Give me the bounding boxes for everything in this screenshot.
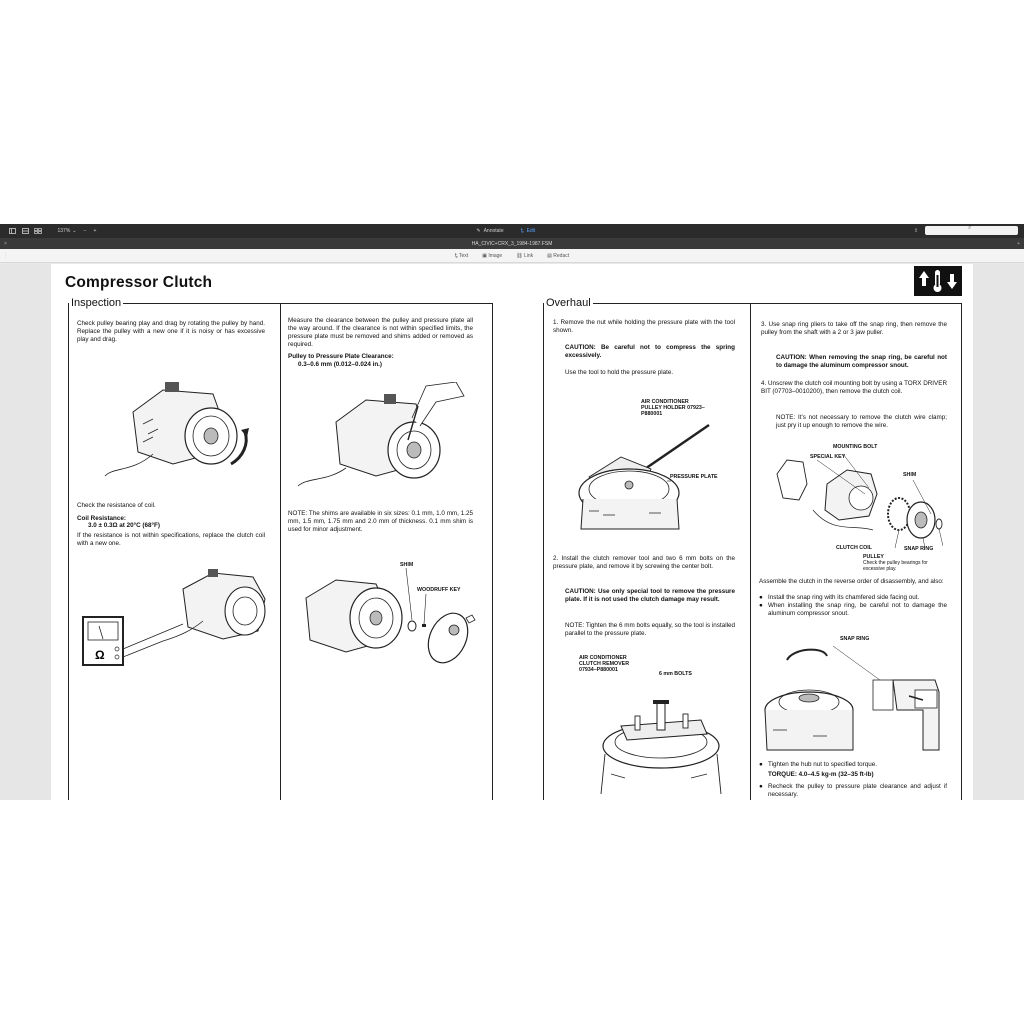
redact-tool-icon: ▤ xyxy=(547,252,552,259)
link-tool-icon: ⛓ xyxy=(516,252,523,259)
shim-sizes-note: NOTE: The shims are available in six sizes: 0.1 mm, 1.0 mm, 1.25 mm, 1.5 mm, 1.75 mm and 2.0 mm of thickness. 0.1 mm shim is used for minor adjustment. xyxy=(288,510,473,534)
feeler-gauge-illustration xyxy=(296,382,466,502)
bolts-callout: 6 mm BOLTS xyxy=(659,671,692,677)
pulley-holder-callout: AIR CONDITIONER PULLEY HOLDER 07923–P880001 xyxy=(641,399,705,418)
clearance-label: Pulley to Pressure Plate Clearance: xyxy=(288,353,394,360)
woodruff-key-callout: WOODRUFF KEY xyxy=(417,587,461,593)
overhaul-frame-right xyxy=(961,303,962,800)
add-image-button[interactable] xyxy=(482,253,502,259)
inspection-paragraph-1: Check pulley bearing play and drag by rotating the pulley by hand. Replace the pulley with a new one if it is noisy or has excessive play and drag. xyxy=(77,320,265,344)
overhaul-column-divider xyxy=(750,304,751,800)
add-text-button[interactable] xyxy=(455,253,468,259)
clutch-remover-callout: AIR CONDITIONER CLUTCH REMOVER 07934–P880001 xyxy=(579,655,630,674)
grid-view-icon[interactable] xyxy=(34,226,42,236)
snap-ring-callout: SNAP RING xyxy=(904,546,934,552)
text-edit-icon: Ꮏ xyxy=(520,228,524,234)
overhaul-step-4: 4. Unscrew the clutch coil mounting bolt by using a TORX DRIVER BIT (07703–0010200), then remove the clutch coil. xyxy=(761,380,947,396)
thumbnail-view-icon[interactable] xyxy=(21,226,29,236)
pdf-viewer-window xyxy=(0,224,1024,800)
search-input[interactable] xyxy=(925,226,1018,235)
pen-icon: ✎ xyxy=(476,228,481,234)
clutch-remover-illustration xyxy=(591,694,731,794)
special-key-callout: SPECIAL KEY xyxy=(810,454,846,460)
overhaul-heading: Overhaul xyxy=(546,297,591,309)
assemble-bullet-marker-2: ● xyxy=(759,602,763,609)
overhaul-step-2: 2. Install the clutch remover tool and two 6 mm bolts on the pressure plate, and remove it by screwing the center bolt. xyxy=(553,555,735,571)
inspection-paragraph-3: If the resistance is not within specifications, replace the clutch coil with a new one. xyxy=(77,532,265,548)
assemble-bullet-marker-4: ● xyxy=(759,783,763,790)
document-canvas[interactable] xyxy=(0,264,1024,800)
overhaul-frame-top xyxy=(543,303,962,304)
annotate-label: Annotate xyxy=(483,228,504,234)
assemble-bullet-marker-3: ● xyxy=(759,761,763,768)
text-tool-icon: Ꮏ xyxy=(454,252,458,259)
image-tool-icon: ▣ xyxy=(482,252,487,259)
svg-text:Ω: Ω xyxy=(95,648,105,662)
pressure-plate-callout: PRESSURE PLATE xyxy=(670,474,718,480)
assemble-bullet-4: Recheck the pulley to pressure plate clearance and adjust if necessary. xyxy=(768,783,947,799)
clutch-coil-callout: CLUTCH COIL xyxy=(836,545,872,551)
assemble-bullet-3: Tighten the hub nut to specified torque. xyxy=(768,761,877,768)
add-link-label: Link xyxy=(523,252,534,259)
add-tab-icon[interactable]: + xyxy=(1017,240,1020,247)
assemble-bullet-1: Install the snap ring with its chamfered side facing out. xyxy=(768,594,920,601)
snap-ring-install-illustration xyxy=(763,640,948,760)
sidebar-toggle-icon[interactable] xyxy=(8,226,16,236)
pulley-callout: PULLEY xyxy=(863,554,884,560)
close-tab-icon[interactable]: × xyxy=(4,240,7,247)
assemble-bullet-2: When installing the snap ring, be careful not to damage the aluminum compressor snout. xyxy=(768,602,947,618)
edit-label: Edit xyxy=(526,228,536,234)
clearance-value: 0.3–0.6 mm (0.012–0.024 in.) xyxy=(298,361,383,368)
share-icon[interactable]: ⇪ xyxy=(913,228,919,234)
zoom-in-button[interactable]: + xyxy=(93,228,97,234)
snap-ring-callout-2: SNAP RING xyxy=(840,636,870,642)
drag-handle-icon[interactable]: ⋮ xyxy=(3,252,8,259)
mounting-bolt-callout: MOUNTING BOLT xyxy=(833,444,878,450)
inspection-paragraph-4: Measure the clearance between the pulley and pressure plate all the way around. If the clearance is not within specified limits, the pressure plate must be removed and shims added or removed as required. xyxy=(288,317,473,349)
overhaul-step-4-note: NOTE: It's not necessary to remove the clutch wire clamp; just pry it up enough to remove the wire. xyxy=(776,414,947,430)
edit-button[interactable] xyxy=(516,226,540,236)
overhaul-step-3-caution: CAUTION: When removing the snap ring, be careful not to damage the aluminum compressor snout. xyxy=(776,354,947,370)
overhaul-frame-left xyxy=(543,303,544,800)
overhaul-step-2-note: NOTE: Tighten the 6 mm bolts equally, so the tool is installed parallel to the pressure plate. xyxy=(565,622,735,638)
edit-toolbar xyxy=(0,249,1024,263)
annotate-button[interactable] xyxy=(472,226,508,236)
add-text-label: Text xyxy=(459,252,469,259)
redact-button[interactable] xyxy=(547,253,569,259)
overhaul-step-1: 1. Remove the nut while holding the pressure plate with the tool shown. xyxy=(553,319,735,335)
overhaul-step-1-caution: CAUTION: Be careful not to compress the spring excessively. xyxy=(565,344,735,360)
overhaul-step-3: 3. Use snap ring pliers to take off the snap ring, then remove the pulley from the shaft with a 2 or 3 jaw puller. xyxy=(761,321,947,337)
add-image-label: Image xyxy=(488,252,503,259)
page-title: Compressor Clutch xyxy=(65,274,213,291)
inspection-frame-right xyxy=(492,303,493,800)
ohmmeter-coil-illustration xyxy=(73,569,273,679)
thermometer-arrows-icon xyxy=(914,266,962,296)
shim-callout-2: SHIM xyxy=(903,472,917,478)
hub-nut-torque: TORQUE: 4.0–4.5 kg-m (32–35 ft-lb) xyxy=(768,771,874,778)
zoom-value: 137% xyxy=(57,228,71,234)
clutch-exploded-illustration xyxy=(773,454,943,549)
compressor-pulley-illustration xyxy=(103,372,253,482)
pulley-holder-illustration xyxy=(559,419,719,539)
add-link-button[interactable] xyxy=(516,253,533,259)
overhaul-step-2-caution: CAUTION: Use only special tool to remove the pressure plate. If it is not used the clutch damage may result. xyxy=(565,588,735,604)
shim-exploded-illustration xyxy=(296,568,486,683)
coil-resistance-label: Coil Resistance: xyxy=(77,515,126,522)
search-icon: ⌕ xyxy=(968,225,972,231)
zoom-out-button[interactable]: − xyxy=(83,228,87,234)
shim-callout: SHIM xyxy=(400,562,414,568)
overhaul-step-1-tool: Use the tool to hold the pressure plate. xyxy=(565,369,674,376)
main-toolbar xyxy=(0,224,1024,238)
zoom-select[interactable] xyxy=(56,226,78,236)
assemble-instructions: Assemble the clutch in the reverse order of disassembly, and also: xyxy=(759,578,944,585)
pulley-bearing-note: Check the pulley bearings for excessive play. xyxy=(863,560,928,572)
inspection-frame-left xyxy=(68,303,69,800)
inspection-heading: Inspection xyxy=(71,297,122,309)
inspection-paragraph-2: Check the resistance of coil. xyxy=(77,502,156,509)
document-tab[interactable]: HA_CIVIC+CRX_3_1984-1987.FSM xyxy=(471,240,553,247)
redact-label: Redact xyxy=(553,252,570,259)
inspection-column-divider xyxy=(280,304,281,800)
coil-resistance-value: 3.0 ± 0.3Ω at 20°C (68°F) xyxy=(88,522,160,529)
document-tab-bar xyxy=(0,238,1024,249)
chevron-down-icon: ⌄ xyxy=(72,228,77,234)
pdf-page xyxy=(51,264,973,800)
assemble-bullet-marker-1: ● xyxy=(759,594,763,601)
